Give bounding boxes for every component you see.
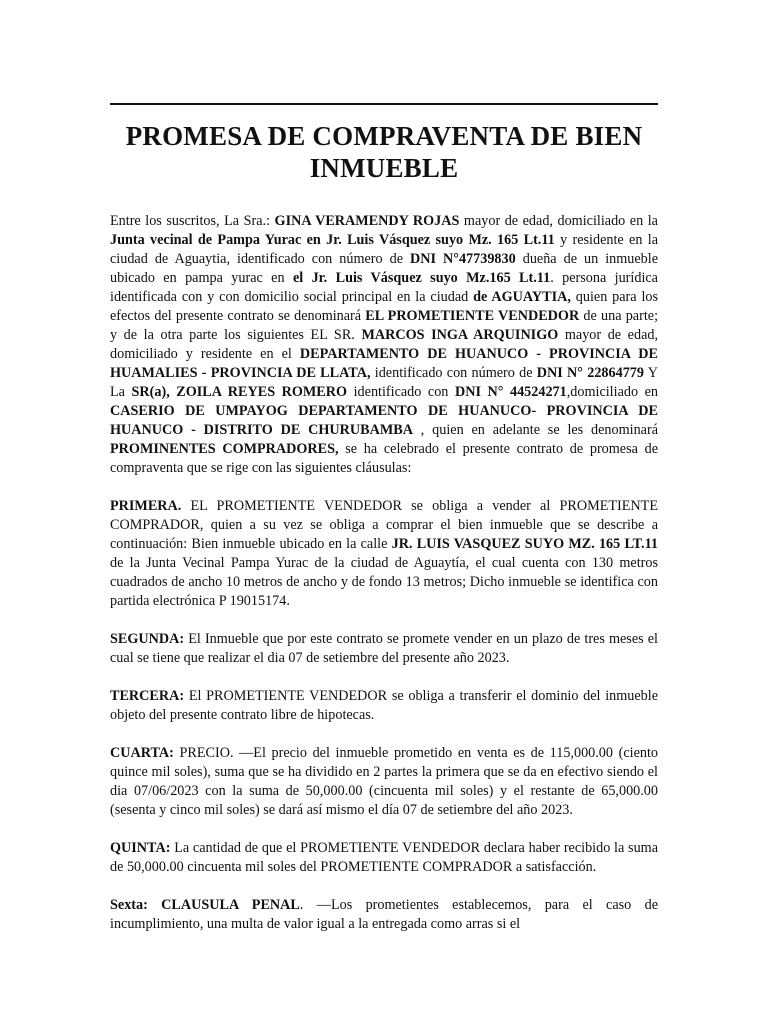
text-run: y residente en la ciudad de Aguaytia, identificado con número de bbox=[110, 232, 658, 267]
clause-heading: PRIMERA. bbox=[110, 498, 182, 514]
text-run: ,domiciliado en bbox=[566, 384, 658, 400]
clause-heading: TERCERA: bbox=[110, 688, 185, 704]
text-run: , quien en adelante se les denominará bbox=[412, 422, 658, 438]
clause-cuarta bbox=[110, 744, 658, 820]
clause-sexta bbox=[110, 896, 658, 934]
clause-segunda bbox=[110, 630, 658, 668]
seller-dni: DNI N°47739830 bbox=[410, 251, 516, 267]
buyer-2-name: SR(a), ZOILA REYES ROMERO bbox=[131, 384, 348, 400]
seller-role: EL PROMETIENTE VENDEDOR bbox=[365, 308, 580, 324]
seller-address: Junta vecinal de Pampa Yurac en Jr. Luis Vásquez suyo Mz. 165 Lt.11 bbox=[110, 232, 555, 248]
text-run: PRECIO. —El precio del inmueble prometido en venta es de 115,000.00 (ciento quince mil soles), suma que se ha dividido en 2 partes la primera que se da en efectivo siendo el dia 07/06/2023 con la suma de 50,000.00 (cincuenta mil soles) y el restante de 65,000.00 (sesenta y cinco mil soles) se dará así mismo el día 07 de setiembre del año 2023. bbox=[110, 745, 658, 818]
clause-tercera bbox=[110, 687, 658, 725]
text-run: La cantidad de que el PROMETIENTE VENDEDOR declara haber recibido la suma de 50,000.00 cincuenta mil soles del PROMETIENTE COMPRADOR a satisfacción. bbox=[110, 840, 658, 875]
contract-body bbox=[110, 212, 658, 953]
text-run: El Inmueble que por este contrato se promete vender en un plazo de tres meses el cual se tiene que realizar el dia 07 de setiembre del presente año 2023. bbox=[110, 631, 658, 666]
text-run: mayor de edad, domiciliado y residente en el bbox=[110, 327, 659, 362]
buyer-2-address: CASERIO DE UMPAYOG DEPARTAMENTO DE HUANUCO- PROVINCIA DE HUANUCO - DISTRITO DE CHURUBAMBA bbox=[110, 403, 658, 438]
clause-heading: SEGUNDA: bbox=[110, 631, 185, 647]
title-line-2: INMUEBLE bbox=[309, 153, 459, 183]
buyer-2-dni: DNI N° 44524271 bbox=[454, 384, 567, 400]
clause-primera bbox=[110, 497, 658, 611]
buyer-1-name: MARCOS INGA ARQUINIGO bbox=[361, 327, 559, 343]
text-run: EL PROMETIENTE VENDEDOR se obliga a vender al PROMETIENTE COMPRADOR, quien a su vez se obliga a comprar el bien inmueble que se describe a continuación: Bien inmueble ubicado en la calle bbox=[110, 498, 658, 552]
text-run: identificado con bbox=[347, 384, 455, 400]
text-run: identificado con número de bbox=[370, 365, 537, 381]
clause-quinta bbox=[110, 839, 658, 877]
property-street: JR. LUIS VASQUEZ SUYO MZ. 165 LT.11 bbox=[391, 536, 658, 552]
buyer-1-dni: DNI N° 22864779 bbox=[536, 365, 644, 381]
city: de AGUAYTIA, bbox=[473, 289, 571, 305]
property-address: el Jr. Luis Vásquez suyo Mz.165 Lt.11 bbox=[292, 270, 551, 286]
text-run: . —Los prometientes establecemos, para el caso de incumplimiento, una multa de valor igual a la entregada como arras si el bbox=[110, 897, 658, 932]
text-run: Entre los suscritos, La Sra.: bbox=[110, 213, 275, 229]
title-line-1: PROMESA DE COMPRAVENTA DE BIEN bbox=[125, 121, 643, 151]
text-run: dueña de un inmueble ubicado en pampa yurac en bbox=[110, 251, 659, 286]
text-run: Y La bbox=[110, 365, 658, 400]
text-run: se ha celebrado el presente contrato de promesa de compraventa que se rige con las siguientes cláusulas: bbox=[110, 441, 659, 476]
buyer-role: PROMINENTES COMPRADORES, bbox=[110, 441, 339, 457]
intro-paragraph bbox=[110, 212, 658, 478]
clause-heading: Sexta: CLAUSULA PENAL bbox=[110, 897, 300, 913]
buyer-1-address: DEPARTAMENTO DE HUANUCO - PROVINCIA DE HUAMALIES - PROVINCIA DE LLATA, bbox=[110, 346, 658, 381]
text-run: de la Junta Vecinal Pampa Yurac de la ciudad de Aguaytía, el cual cuenta con 130 metros cuadrados de ancho 10 metros de ancho y de fondo 13 metros; Dicho inmueble se identifica con partida electrónica P 19015174. bbox=[110, 555, 658, 609]
text-run: . persona jurídica identificada con y con domicilio social principal en la ciudad bbox=[110, 270, 658, 305]
seller-name: GINA VERAMENDY ROJAS bbox=[274, 213, 460, 229]
document-title bbox=[110, 120, 658, 184]
text-run: El PROMETIENTE VENDEDOR se obliga a transferir el dominio del inmueble objeto del presente contrato libre de hipotecas. bbox=[110, 688, 658, 723]
text-run: de una parte; y de la otra parte los siguientes EL SR. bbox=[110, 308, 659, 343]
clause-heading: CUARTA: bbox=[110, 745, 174, 761]
text-run: quien para los efectos del presente contrato se denominará bbox=[110, 289, 658, 324]
clause-heading: QUINTA: bbox=[110, 840, 171, 856]
text-run: mayor de edad, domiciliado en la bbox=[459, 213, 658, 229]
header-rule bbox=[110, 103, 658, 105]
